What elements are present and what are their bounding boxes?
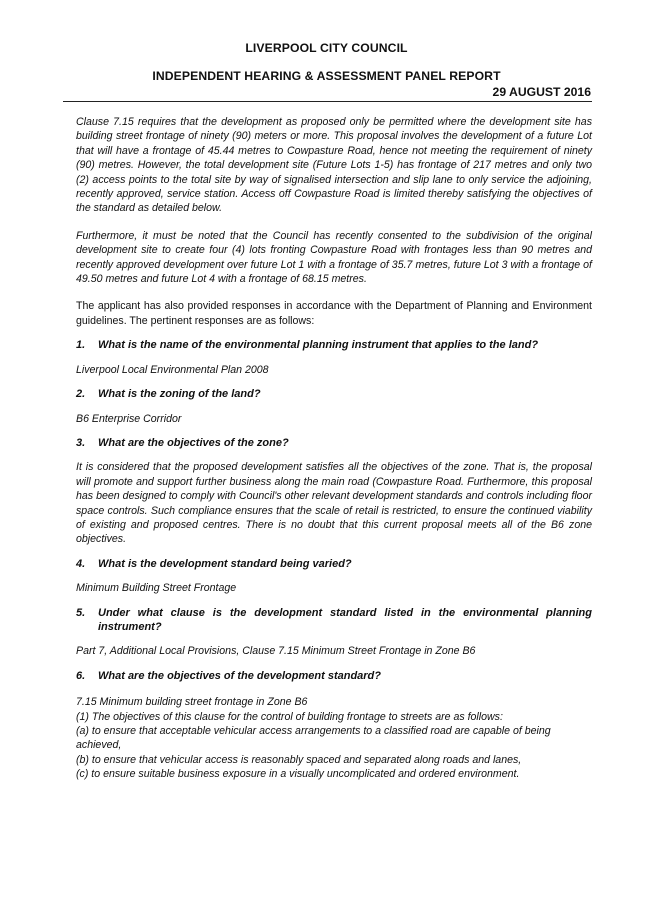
answer-1: Liverpool Local Environmental Plan 2008 — [76, 363, 269, 376]
question-6 — [76, 669, 592, 683]
answer-6-line: (a) to ensure that acceptable vehicular access arrangements to a classified road are capable of being achieved, — [76, 725, 551, 752]
question-number: 2. — [76, 388, 86, 401]
question-text: Under what clause is the development standard listed in the environmental planning instrument? — [98, 606, 592, 633]
question-5 — [76, 606, 592, 635]
paragraph-applicant-responses: The applicant has also provided responses in accordance with the Department of Planning and Environment guidelines. The pertinent responses are as follows: — [76, 300, 592, 327]
report-body — [76, 115, 592, 782]
answer-5: Part 7, Additional Local Provisions, Clause 7.15 Minimum Street Frontage in Zone B6 — [76, 645, 476, 658]
question-4 — [76, 557, 592, 571]
question-3 — [76, 436, 592, 450]
answer-4: Minimum Building Street Frontage — [76, 582, 237, 595]
paragraph-clause-7-15: Clause 7.15 requires that the development as proposed only be permitted where the development site has building street frontage of ninety (90) meters or more. This proposal involves the development of a future Lot that will have a frontage of 45.44 metres to Cowpasture Road, hence not meeting the requirement of ninety (90) metres. However, the total development site (Future Lots 1-5) has frontage of 217 metres and only two (2) access points to the total site by way of signalised intersection and slip lane to only service the adjoining, recently approved, service station. Access off Cowpasture Road is limited thereby satisfying the objectives of the standard as detailed below. — [76, 116, 592, 215]
answer-3: It is considered that the proposed development satisfies all the objectives of the zone. That is, the proposal will promote and support further business along the main road (Cowpasture Road. Furthermore, this proposal has been designed to comply with Council's other relevant development standards and controls including floor space controls. Such compliance ensures that the scale of retail is restricted, to ensure the continued viability of existing and proposed centres. There is no doubt that this current proposal meets all of the B6 zone objectives. — [76, 461, 592, 546]
question-text: What is the development standard being varied? — [98, 557, 352, 570]
answer-6-line: (1) The objectives of this clause for the control of building frontage to streets are as follows: — [76, 710, 503, 723]
answer-6-line: (b) to ensure that vehicular access is reasonably spaced and separated along roads and lanes, — [76, 753, 522, 766]
question-2 — [76, 387, 592, 401]
question-text: What are the objectives of the zone? — [98, 436, 289, 449]
question-number: 6. — [76, 669, 86, 682]
question-number: 4. — [76, 557, 86, 570]
question-text: What is the name of the environmental planning instrument that applies to the land? — [98, 339, 539, 352]
question-number: 5. — [76, 606, 86, 619]
question-text: What are the objectives of the development standard? — [98, 669, 381, 682]
question-1 — [76, 338, 592, 352]
question-number: 3. — [76, 436, 86, 449]
answer-6-heading: 7.15 Minimum building street frontage in Zone B6 — [76, 696, 308, 709]
report-title: INDEPENDENT HEARING & ASSESSMENT PANEL REPORT — [152, 69, 501, 83]
answer-6-line: (c) to ensure suitable business exposure in a visually uncomplicated and ordered environment. — [76, 768, 520, 781]
report-date: 29 AUGUST 2016 — [492, 85, 591, 99]
council-name: LIVERPOOL CITY COUNCIL — [245, 41, 408, 55]
question-text: What is the zoning of the land? — [98, 388, 261, 401]
answer-2: B6 Enterprise Corridor — [76, 412, 182, 425]
question-number: 1. — [76, 339, 86, 352]
header-rule — [63, 101, 592, 102]
paragraph-subdivision: Furthermore, it must be noted that the Council has recently consented to the subdivision of the original development site to create four (4) lots fronting Cowpasture Road with frontages less than 90 metres and recently approved development over future Lot 1 with a frontage of 35.7 metres, future Lot 3 with a frontage of 49.50 metres and future Lot 4 with a frontage of 68.15 metres. — [76, 229, 592, 286]
